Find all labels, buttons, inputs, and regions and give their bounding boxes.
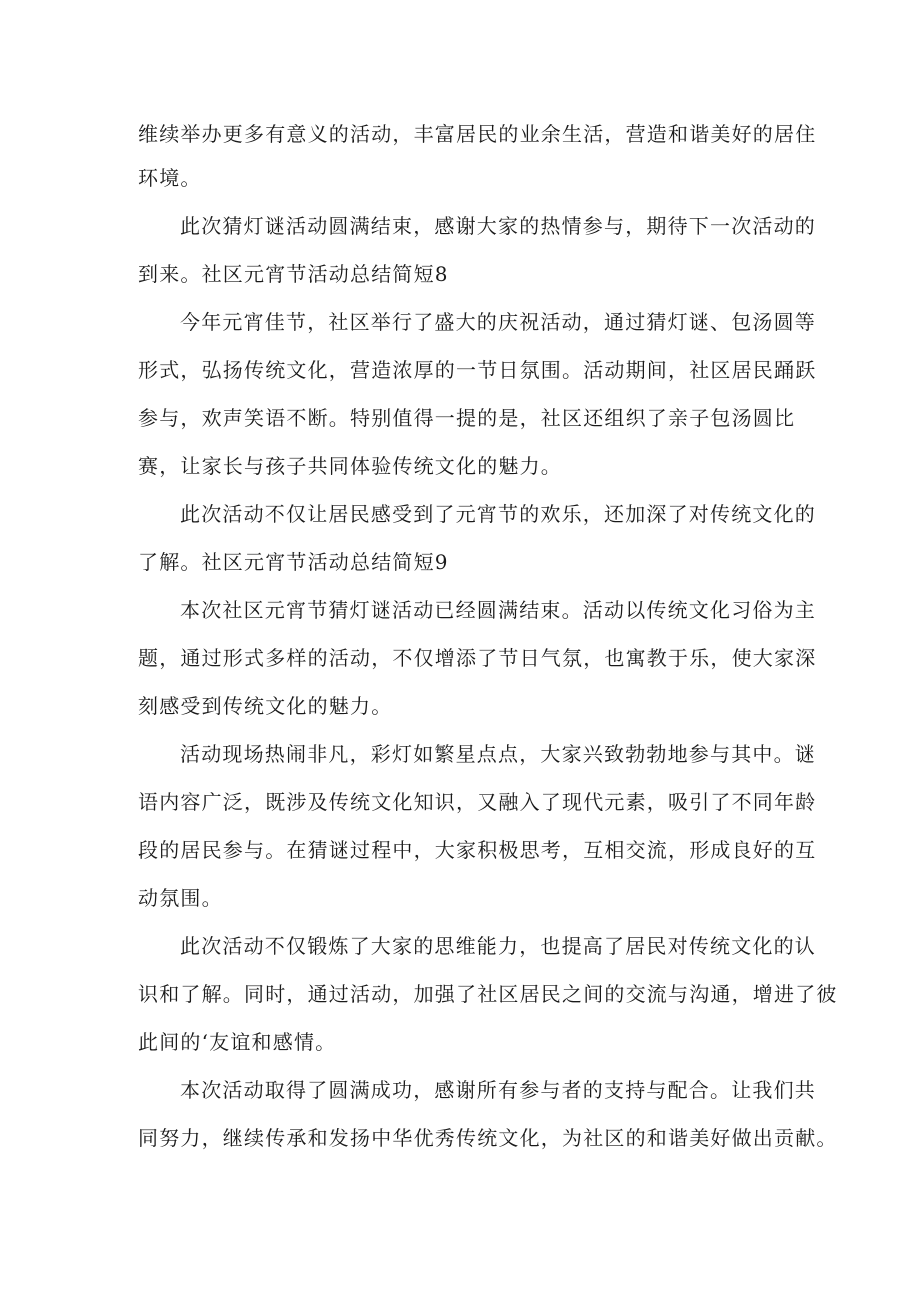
text-line: 今年元宵佳节，社区举行了盛大的庆祝活动，通过猜灯谜、包汤圆等 — [180, 310, 816, 334]
text-line: 段的居民参与。在猜谜过程中，大家积极思考，互相交流，形成良好的互 — [138, 838, 817, 862]
text-line: 题，通过形式多样的活动，不仅增添了节日气氛，也寓教于乐，使大家深 — [138, 646, 817, 670]
text-line: 了解。社区元宵节活动总结简短9 — [138, 550, 449, 574]
text-line: 到来。社区元宵节活动总结简短8 — [138, 262, 449, 286]
text-line: 识和了解。同时，通过活动，加强了社区居民之间的交流与沟通，增进了彼 — [138, 982, 838, 1006]
text-line: 刻感受到传统文化的魅力。 — [138, 694, 393, 718]
text-line: 环境。 — [138, 166, 202, 190]
text-line: 动氛围。 — [138, 886, 223, 910]
text-line: 此次活动不仅锻炼了大家的思维能力，也提高了居民对传统文化的认 — [180, 934, 816, 958]
text-line: 活动现场热闹非凡，彩灯如繁星点点，大家兴致勃勃地参与其中。谜 — [180, 742, 816, 766]
text-line: 此次猜灯谜活动圆满结束，感谢大家的热情参与，期待下一次活动的 — [180, 214, 816, 238]
text-line: 语内容广泛，既涉及传统文化知识，又融入了现代元素，吸引了不同年龄 — [138, 790, 817, 814]
text-line: 本次社区元宵节猜灯谜活动已经圆满结束。活动以传统文化习俗为主 — [180, 598, 816, 622]
text-line: 同努力，继续传承和发扬中华优秀传统文化，为社区的和谐美好做出贡献。 — [138, 1126, 838, 1150]
text-line: 此次活动不仅让居民感受到了元宵节的欢乐，还加深了对传统文化的 — [180, 502, 816, 526]
text-line: 参与，欢声笑语不断。特别值得一提的是，社区还组织了亲子包汤圆比 — [138, 406, 796, 430]
text-line: 形式，弘扬传统文化，营造浓厚的一节日氛围。活动期间，社区居民踊跃 — [138, 358, 817, 382]
text-line: 此间的‘友谊和感情。 — [138, 1030, 337, 1054]
text-line: 维续举办更多有意义的活动，丰富居民的业余生活，营造和谐美好的居住 — [138, 122, 817, 146]
text-line: 赛，让家长与孩子共同体验传统文化的魅力。 — [138, 454, 562, 478]
text-line: 本次活动取得了圆满成功，感谢所有参与者的支持与配合。让我们共 — [180, 1078, 816, 1102]
